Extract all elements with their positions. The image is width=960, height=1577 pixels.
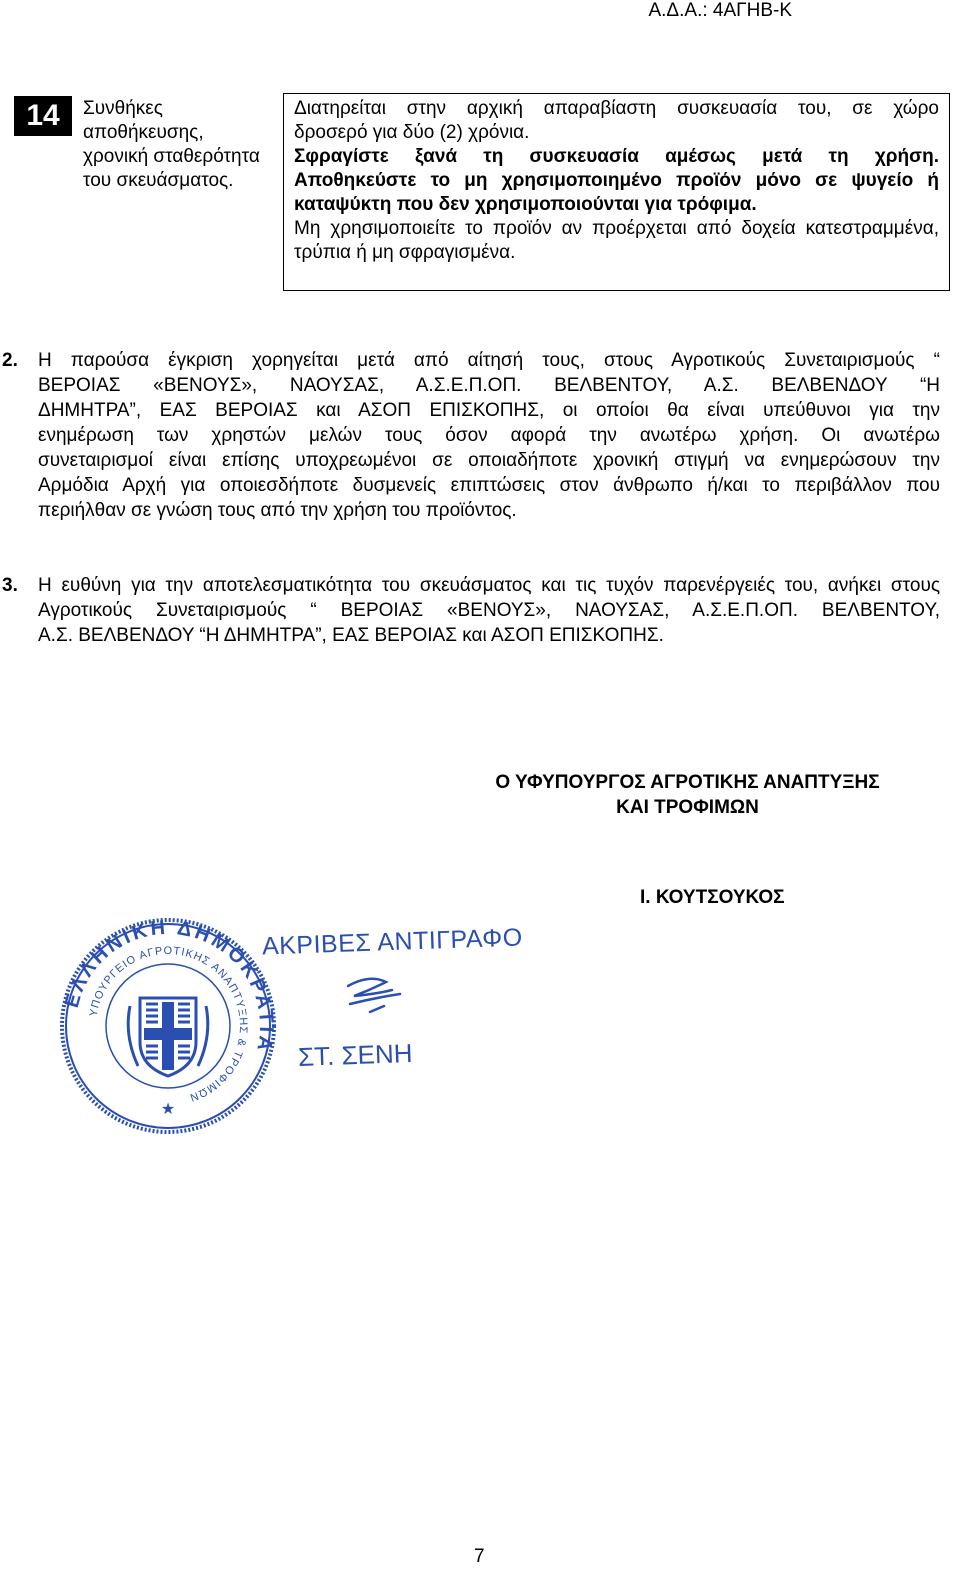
minister-title [470, 770, 905, 820]
section-label-line: Συνθήκες [83, 98, 163, 119]
damaged-container-text: τρύπια ή μη σφραγισμένα. [294, 242, 516, 263]
paragraph-number: 3. [2, 575, 18, 596]
paragraph-line: Η παρούσα έγκριση χορηγείται μετά από αίτησή τους, στους Αγροτικούς Συνεταιρισμούς “ [38, 350, 940, 371]
paragraph-line: Αρμόδια Αρχή για οποιεσδήποτε δυσμενείς επιπτώσεις στον άνθρωπο ή/και το περιβάλλον που [38, 475, 940, 496]
paragraph-line: ΒΕΡΟΙΑΣ «ΒΕΝΟΥΣ», ΝΑΟΥΣΑΣ, Α.Σ.Ε.Π.ΟΠ. ΒΕΛΒΕΝΤΟΥ, Α.Σ. ΒΕΛΒΕΝΔΟΥ “Η [38, 375, 940, 396]
star-icon: ★ [160, 1101, 176, 1118]
paragraph-text [38, 573, 940, 648]
damaged-container-text: Μη χρησιμοποιείτε το προϊόν αν προέρχεται από δοχεία κατεστραμμένα, [294, 218, 939, 239]
section-label-line: του σκευάσματος. [83, 170, 234, 191]
storage-warning-text: καταψύκτη που δεν χρησιμοποιούνται για τρόφιμα. [294, 194, 757, 215]
handwritten-signature [340, 968, 410, 1018]
reseal-warning [294, 145, 939, 169]
section-number-badge: 14 [14, 96, 72, 136]
svg-text:ΥΠΟΥΡΓΕΙΟ ΑΓΡΟΤΙΚΗΣ ΑΝΑΠΤΥΞΗΣ: ΥΠΟΥΡΓΕΙΟ ΑΓΡΟΤΙΚΗΣ ΑΝΑΠΤΥΞΗΣ & ΤΡΟΦΙΜΩΝ [87, 944, 250, 1104]
greek-emblem-icon [128, 998, 208, 1076]
section-label-line: αποθήκευσης, [83, 122, 204, 143]
signer-name: Ι. ΚΟΥΤΣΟΥΚΟΣ [640, 887, 785, 908]
paragraph-line: Η ευθύνη για την αποτελεσματικότητα του σκευάσματος και τις τυχόν παρενέργειές του, ανήκει στους [38, 575, 940, 596]
section-content-box [283, 93, 950, 291]
paragraph-line: ΔΗΜΗΤΡΑ”, ΕΑΣ ΒΕΡΟΙΑΣ και ΑΣΟΠ ΕΠΙΣΚΟΠΗΣ, οι οποίοι θα είναι υπεύθυνοι για την [38, 400, 940, 421]
svg-text:ΕΛΛΗΝΙΚΗ ΔΗΜΟΚΡΑΤΙΑ: ΕΛΛΗΝΙΚΗ ΔΗΜΟΚΡΑΤΙΑ [60, 916, 278, 1056]
paragraph-line: Αγροτικούς Συνεταιρισμούς “ ΒΕΡΟΙΑΣ «ΒΕΝΟΥΣ», ΝΑΟΥΣΑΣ, Α.Σ.Ε.Π.ΟΠ. ΒΕΛΒΕΝΤΟΥ, [38, 600, 940, 621]
storage-warning-text: Αποθηκεύστε το μη χρησιμοποιημένο προϊόν μόνο σε ψυγείο ή [294, 170, 939, 191]
paragraph-number: 2. [2, 350, 18, 371]
storage-text: δροσερό για δύο (2) χρόνια. [294, 122, 530, 143]
storage-warning [294, 193, 939, 217]
paragraph-line: περιήλθαν σε γνώση τους από την χρήση του προϊόντος. [38, 500, 517, 521]
paragraph-text [38, 348, 940, 523]
storage-warning [294, 169, 939, 193]
minister-title-line: ΚΑΙ ΤΡΟΦΙΜΩΝ [616, 797, 759, 818]
storage-text: Διατηρείται στην αρχική απαραβίαστη συσκευασία του, σε χώρο [294, 98, 939, 119]
paragraph-line: Α.Σ. ΒΕΛΒΕΝΔΟΥ “Η ΔΗΜΗΤΡΑ”, ΕΑΣ ΒΕΡΟΙΑΣ και ΑΣΟΠ ΕΠΙΣΚΟΠΗΣ. [38, 625, 664, 646]
paragraph-2 [0, 348, 940, 523]
paragraph-line: ενημέρωση των χρηστών μελών τους όσον αφορά την ανωτέρω χρήση. Οι ανωτέρω [38, 425, 940, 446]
minister-title-line: Ο ΥΦΥΠΟΥΡΓΟΣ ΑΓΡΟΤΙΚΗΣ ΑΝΑΠΤΥΞΗΣ [495, 772, 880, 793]
paragraph-line: συνεταιρισμοί είναι επίσης υποχρεωμένοι σε οποιαδήποτε χρονική στιγμή να ενημερώσουν την [38, 450, 940, 471]
section-label-line: χρονική σταθερότητα [83, 146, 260, 167]
clerk-name-stamp: ΣΤ. ΣΕΝΗ [297, 1038, 413, 1072]
section-label [83, 97, 278, 193]
reseal-warning-text: Σφραγίστε ξανά τη συσκευασία αμέσως μετά τη χρήση. [294, 146, 939, 167]
certified-copy-stamp: ΑΚΡΙΒΕΣ ΑΝΤΙΓΡΑΦΟ [261, 923, 524, 961]
ada-code: Α.Δ.Α.: 4ΑΓΗΒ-Κ [648, 0, 792, 21]
official-seal [58, 916, 278, 1136]
paragraph-3 [0, 573, 940, 648]
page-number: 7 [474, 1546, 485, 1567]
